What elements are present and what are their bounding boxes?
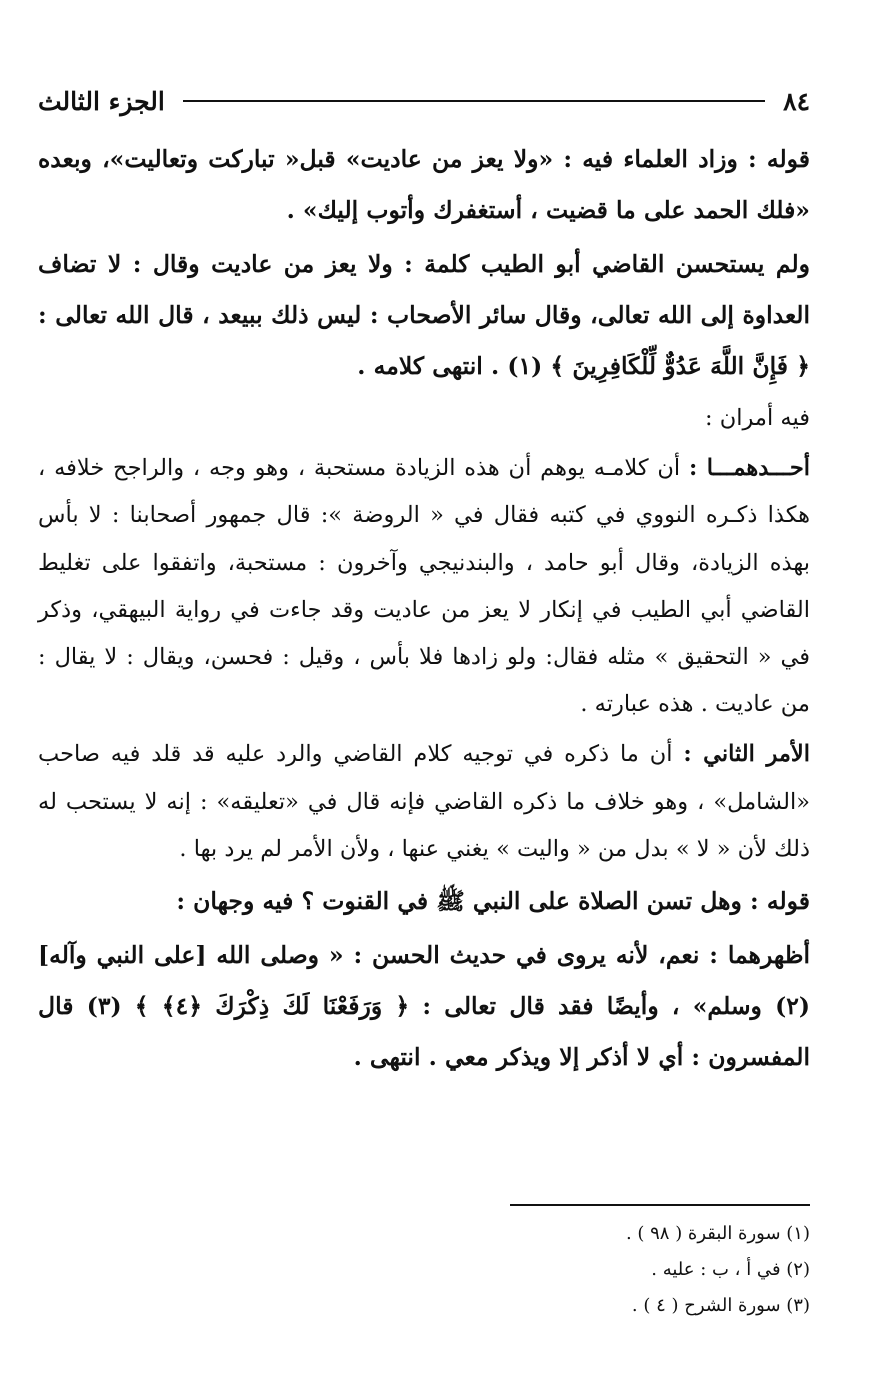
part-title: الجزء الثالث — [38, 86, 165, 116]
running-header — [38, 78, 810, 124]
footnote-2: (٢) في أ ، ب : عليه . — [651, 1259, 810, 1280]
first-matter-heading: أحـــدهمـــا : — [688, 455, 811, 482]
first-matter-text: أن كلامـه يوهم أن هذه الزيادة مستحبة ، وهو وجه ، والراجح خلافه ، هكذا ذكـره النووي في كتبه فقال في « الروضة »: قال جمهور أصحابنا : لا بأس بهذه الزيادة، وقال أبو حامد ، والبندنيجي وآخرون : مستحبة، واتفقوا على تغليط القاضي أبي الطيب في إنكار لا يعز من عاديت وقد جاءت في رواية البيهقي، وذكر في « التحقيق » مثله فقال: ولو زادها فلا بأس ، وقيل : فحسن، ويقال : لا يقال : من عاديت . هذه عبارته . — [38, 455, 810, 718]
page-number: ٨٤ — [783, 86, 810, 116]
paragraph-qadi-abu-tayyib: ولم يستحسن القاضي أبو الطيب كلمة : ولا يعز من عاديت وقال : لا تضاف العداوة إلى الله تعالى، وقال سائر الأصحاب : ليس ذلك ببيعد ، قال الله تعالى : ﴿ فَإِنَّ اللَّهَ عَدُوٌّ لِّلْكَافِرِينَ ﴾ (١) . انتهى كلامه . — [38, 250, 810, 380]
paragraph-second-matter — [38, 731, 810, 873]
paragraph-first-matter — [38, 445, 810, 728]
footnote-1: (١) سورة البقرة ( ٩٨ ) . — [625, 1223, 810, 1244]
second-matter-text: أن ما ذكره في توجيه كلام القاضي والرد عليه قد قلد فيه صاحب «الشامل» ، وهو خلاف ما ذكره القاضي فإنه قال في «تعليقه» : إنه لا يستحب له ذلك لأن « لا » بدل من « واليت » يغني عنها ، ولأن الأمر لم يرد بها . — [38, 741, 810, 862]
paragraph-quote-addition: قوله : وزاد العلماء فيه : «ولا يعز من عاديت» قبل« تباركت وتعاليت»، وبعده «فلك الحمد على ما قضيت ، أستغفرك وأتوب إليك» . — [38, 145, 810, 224]
book-page — [38, 78, 810, 1368]
second-matter-heading: الأمر الثاني : — [683, 741, 810, 768]
footnote-3: (٣) سورة الشرح ( ٤ ) . — [631, 1295, 810, 1316]
paragraph-salat-question: قوله : وهل تسن الصلاة على النبي ﷺ في القنوت ؟ فيه وجهان : — [176, 887, 810, 916]
footnote-separator — [510, 1204, 810, 1206]
header-rule — [183, 100, 765, 102]
paragraph-salat-answer: أظهرهما : نعم، لأنه يروى في حديث الحسن : « وصلى الله [على النبي وآله] (٢) وسلم» ، وأيضًا فقد قال تعالى : ﴿ وَرَفَعْنَا لَكَ ذِكْرَكَ ﴿٤﴾ ﴾ (٣) قال المفسرون : أي لا أذكر إلا ويذكر معي . انتهى . — [38, 941, 810, 1072]
paragraph-two-matters-intro: فيه أمران : — [705, 405, 810, 431]
footnotes — [38, 1216, 810, 1324]
body-text — [38, 134, 810, 1083]
